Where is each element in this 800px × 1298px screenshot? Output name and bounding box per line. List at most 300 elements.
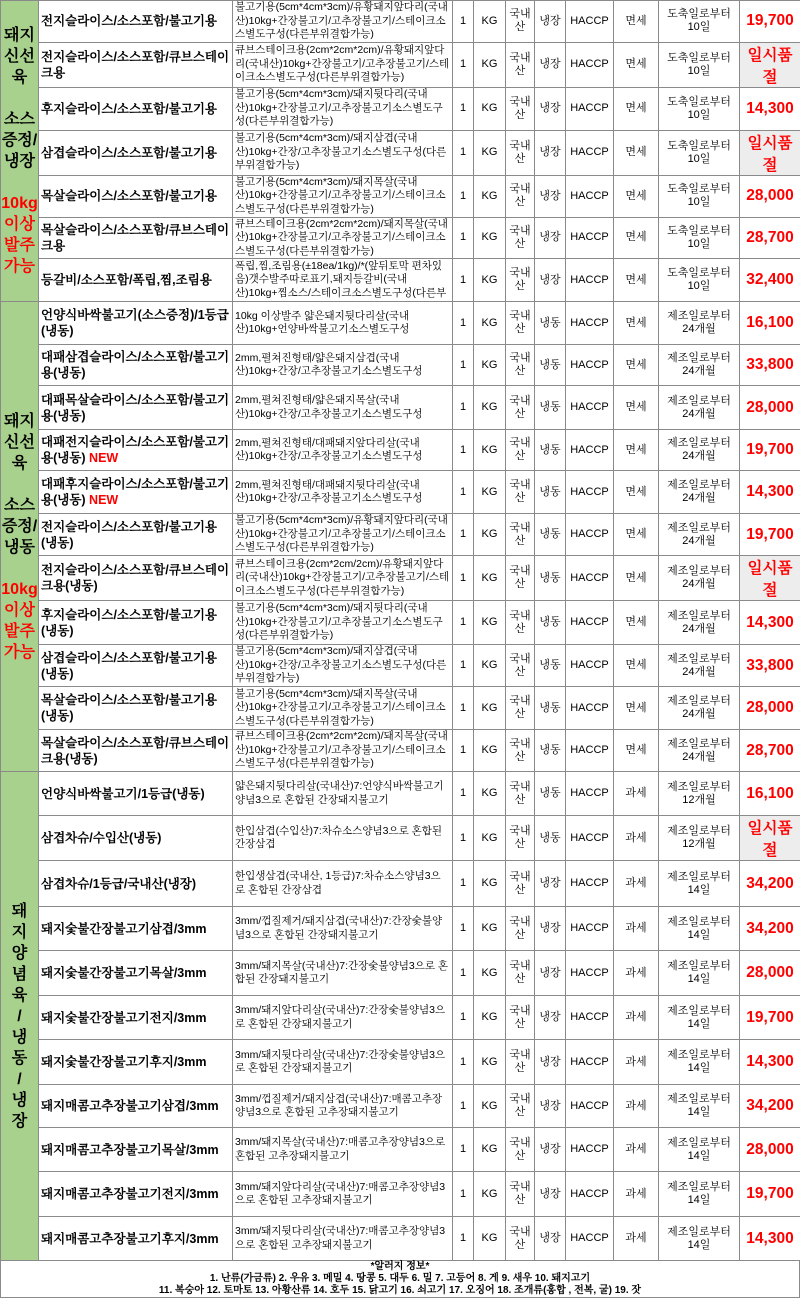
certification: HACCP <box>566 430 614 471</box>
product-description: 2mm,펼쳐진형태/대패돼지앞다리살(국내산)10kg+간장/고추장불고기소스별도구성 <box>233 430 453 471</box>
certification: HACCP <box>566 772 614 816</box>
product-name-cell <box>39 1040 233 1085</box>
unit: KG <box>474 1040 506 1085</box>
unit: KG <box>474 861 506 907</box>
expiry: 제조일로부터 24개월 <box>659 730 740 772</box>
table-row <box>1 87 800 130</box>
product-name-cell <box>39 996 233 1040</box>
storage: 냉동 <box>535 645 566 687</box>
expiry: 도축일로부터 10일 <box>659 175 740 217</box>
storage: 냉동 <box>535 730 566 772</box>
certification: HACCP <box>566 861 614 907</box>
table-row <box>1 1085 800 1128</box>
certification: HACCP <box>566 514 614 556</box>
quantity: 1 <box>453 556 474 601</box>
quantity: 1 <box>453 1217 474 1261</box>
price: 33,800 <box>740 345 800 386</box>
expiry: 도축일로부터 10일 <box>659 259 740 302</box>
tax-status: 과세 <box>614 1128 659 1172</box>
quantity: 1 <box>453 687 474 730</box>
section-label <box>1 302 39 772</box>
quantity: 1 <box>453 302 474 345</box>
storage: 냉동 <box>535 556 566 601</box>
section-label-line: 동 <box>1 1048 38 1069</box>
expiry: 제조일로부터 24개월 <box>659 601 740 645</box>
table-row <box>1 1172 800 1217</box>
storage: 냉장 <box>535 42 566 87</box>
table-row <box>1 645 800 687</box>
price: 28,000 <box>740 386 800 430</box>
price: 19,700 <box>740 514 800 556</box>
table-row <box>1 130 800 175</box>
product-description: 불고기용(5cm*4cm*3cm)/유황돼지앞다리(국내산)10kg+간장불고기/고추장불고기/스테이크소스별도구성(다른부위결합가능) <box>233 514 453 556</box>
quantity: 1 <box>453 1128 474 1172</box>
section-label-line: / <box>1 1006 38 1027</box>
certification: HACCP <box>566 259 614 302</box>
origin: 국내산 <box>506 217 535 259</box>
product-name: 대패후지슬라이스/소스포함/불고기용(냉동) <box>41 477 229 507</box>
product-description: 3mm/돼지목살(국내산)7:간장숯불양념3으로 혼합된 간장돼지불고기 <box>233 951 453 996</box>
table-row <box>1 730 800 772</box>
product-description: 불고기용(5cm*4cm*3cm)/돼지뒷다리(국내산)10kg+간장불고기/고추장불고기소스별도구성(다른부위결합가능) <box>233 601 453 645</box>
tax-status: 면세 <box>614 730 659 772</box>
unit: KG <box>474 42 506 87</box>
product-name-cell <box>39 907 233 951</box>
table-row <box>1 386 800 430</box>
origin: 국내산 <box>506 601 535 645</box>
unit: KG <box>474 386 506 430</box>
section-label-line: 신선 <box>1 432 38 453</box>
unit: KG <box>474 730 506 772</box>
storage: 냉장 <box>535 861 566 907</box>
section-label-line: 장 <box>1 1111 38 1132</box>
new-badge: NEW <box>89 451 118 465</box>
quantity: 1 <box>453 1172 474 1217</box>
expiry: 제조일로부터 24개월 <box>659 345 740 386</box>
quantity: 1 <box>453 1085 474 1128</box>
quantity: 1 <box>453 645 474 687</box>
tax-status: 면세 <box>614 687 659 730</box>
product-name: 대패삼겹슬라이스/소스포함/불고기용(냉동) <box>41 350 229 380</box>
tax-status: 면세 <box>614 601 659 645</box>
expiry: 제조일로부터 14일 <box>659 1172 740 1217</box>
origin: 국내산 <box>506 471 535 514</box>
quantity: 1 <box>453 259 474 302</box>
tax-status: 면세 <box>614 1 659 43</box>
price: 19,700 <box>740 996 800 1040</box>
soldout-badge: 일시품절 <box>740 556 800 601</box>
quantity: 1 <box>453 730 474 772</box>
price: 16,100 <box>740 302 800 345</box>
section-label-line: 이상 <box>1 214 38 235</box>
tax-status: 면세 <box>614 217 659 259</box>
product-name-cell <box>39 514 233 556</box>
product-description: 얇은돼지뒷다리살(국내산)7:언양식바싹불고기양념3으로 혼합된 간장돼지불고기 <box>233 772 453 816</box>
soldout-badge: 일시품절 <box>740 816 800 861</box>
section-label-line: 가능 <box>1 256 38 277</box>
certification: HACCP <box>566 645 614 687</box>
price: 28,000 <box>740 951 800 996</box>
table-row <box>1 816 800 861</box>
product-name: 돼지숯불간장불고기삼겹/3mm <box>41 922 206 936</box>
certification: HACCP <box>566 130 614 175</box>
storage: 냉장 <box>535 87 566 130</box>
table-row <box>1 772 800 816</box>
section-label-line: 가능 <box>1 642 38 663</box>
storage: 냉동 <box>535 345 566 386</box>
section-label-line: 육 <box>1 985 38 1006</box>
tax-status: 면세 <box>614 645 659 687</box>
quantity: 1 <box>453 816 474 861</box>
storage: 냉동 <box>535 302 566 345</box>
product-name: 전지슬라이스/소스포함/불고기용(냉동) <box>41 520 217 550</box>
table-row <box>1 861 800 907</box>
tax-status: 면세 <box>614 42 659 87</box>
product-name: 후지슬라이스/소스포함/불고기용(냉동) <box>41 608 217 638</box>
product-name-cell <box>39 951 233 996</box>
price: 19,700 <box>740 1 800 43</box>
tax-status: 면세 <box>614 130 659 175</box>
section-label-line: / <box>1 1069 38 1090</box>
product-name-cell <box>39 772 233 816</box>
product-description: 3mm/돼지앞다리살(국내산)7:매콤고추장양념3으로 혼합된 고추장돼지불고기 <box>233 1172 453 1217</box>
certification: HACCP <box>566 87 614 130</box>
section-label-line: 육 <box>1 67 38 88</box>
product-description: 폭립,찜,조림용(±18ea/1kg)/*(앞뒤토막 편차있음)갯수발주따로표기,돼지등갈비(국내산)10kg+찜소스/스테이크소스별도구성(다른부 <box>233 259 453 302</box>
storage: 냉동 <box>535 772 566 816</box>
tax-status: 면세 <box>614 514 659 556</box>
unit: KG <box>474 1217 506 1261</box>
section-label-line: 양 <box>1 943 38 964</box>
tax-status: 과세 <box>614 1172 659 1217</box>
product-description: 큐브스테이크용(2cm*2cm*2cm)/유황돼지앞다리(국내산)10kg+간장불고기/고추장불고기/스테이크소스별도구성(다른부위결합가능) <box>233 42 453 87</box>
section-label-line <box>1 172 38 193</box>
tax-status: 면세 <box>614 430 659 471</box>
certification: HACCP <box>566 1217 614 1261</box>
product-name-cell <box>39 1128 233 1172</box>
product-description: 2mm,펼쳐진형태/얇은돼지목살(국내산)10kg+간장/고추장불고기소스별도구성 <box>233 386 453 430</box>
expiry: 도축일로부터 10일 <box>659 1 740 43</box>
section-label-line: 증정/ <box>1 516 38 537</box>
soldout-badge: 일시품절 <box>740 130 800 175</box>
product-description: 불고기용(5cm*4cm*3cm)/유황돼지앞다리(국내산)10kg+간장불고기/고추장불고기/스테이크소스별도구성(다른부위결합가능) <box>233 1 453 43</box>
certification: HACCP <box>566 1128 614 1172</box>
certification: HACCP <box>566 601 614 645</box>
product-description: 불고기용(5cm*4cm*3cm)/돼지목살(국내산)10kg+간장불고기/고추장불고기/스테이크소스별도구성(다른부위결합가능) <box>233 687 453 730</box>
table-row <box>1 951 800 996</box>
expiry: 제조일로부터 14일 <box>659 951 740 996</box>
product-name-cell <box>39 386 233 430</box>
table-row <box>1 996 800 1040</box>
product-description: 3mm/돼지목살(국내산)7:매콤고추장양념3으로 혼합된 고추장돼지불고기 <box>233 1128 453 1172</box>
product-name: 돼지숯불간장불고기목살/3mm <box>41 966 206 980</box>
section-label-line <box>1 88 38 109</box>
storage: 냉장 <box>535 217 566 259</box>
storage: 냉장 <box>535 259 566 302</box>
product-name: 전지슬라이스/소스포함/큐브스테이크용 <box>41 50 229 80</box>
unit: KG <box>474 1085 506 1128</box>
origin: 국내산 <box>506 1217 535 1261</box>
product-name: 삼겹차슈/1등급/국내산(냉장) <box>41 877 196 891</box>
unit: KG <box>474 816 506 861</box>
price: 28,700 <box>740 730 800 772</box>
expiry: 제조일로부터 24개월 <box>659 645 740 687</box>
product-name: 전지슬라이스/소스포함/큐브스테이크용(냉동) <box>41 563 229 593</box>
table-row <box>1 1 800 43</box>
section-label-line: 발주 <box>1 235 38 256</box>
product-description: 2mm,펼쳐진형태/얇은돼지삼겹(국내산)10kg+간장/고추장불고기소스별도구성 <box>233 345 453 386</box>
quantity: 1 <box>453 951 474 996</box>
tax-status: 과세 <box>614 1085 659 1128</box>
section-label-line: 발주 <box>1 621 38 642</box>
quantity: 1 <box>453 130 474 175</box>
unit: KG <box>474 259 506 302</box>
product-description: 3mm/돼지뒷다리살(국내산)7:간장숯불양념3으로 혼합된 간장돼지불고기 <box>233 1040 453 1085</box>
product-name-cell <box>39 430 233 471</box>
section-label-line: 지 <box>1 922 38 943</box>
product-description: 3mm/돼지앞다리살(국내산)7:간장숯불양념3으로 혼합된 간장돼지불고기 <box>233 996 453 1040</box>
origin: 국내산 <box>506 861 535 907</box>
tax-status: 과세 <box>614 861 659 907</box>
certification: HACCP <box>566 345 614 386</box>
price: 14,300 <box>740 471 800 514</box>
expiry: 제조일로부터 14일 <box>659 1085 740 1128</box>
expiry: 제조일로부터 14일 <box>659 1040 740 1085</box>
tax-status: 면세 <box>614 302 659 345</box>
product-name: 돼지매콤고추장불고기전지/3mm <box>41 1187 219 1201</box>
table-row <box>1 1217 800 1261</box>
quantity: 1 <box>453 87 474 130</box>
tax-status: 면세 <box>614 386 659 430</box>
storage: 냉장 <box>535 1128 566 1172</box>
expiry: 제조일로부터 14일 <box>659 1217 740 1261</box>
quantity: 1 <box>453 471 474 514</box>
quantity: 1 <box>453 601 474 645</box>
unit: KG <box>474 302 506 345</box>
storage: 냉동 <box>535 816 566 861</box>
product-name-cell <box>39 1217 233 1261</box>
price: 34,200 <box>740 1085 800 1128</box>
table-row <box>1 556 800 601</box>
price: 34,200 <box>740 861 800 907</box>
product-name-cell <box>39 175 233 217</box>
section-label-line: 냉장 <box>1 151 38 172</box>
unit: KG <box>474 772 506 816</box>
product-name: 삼겹슬라이스/소스포함/불고기용(냉동) <box>41 651 217 681</box>
storage: 냉장 <box>535 1217 566 1261</box>
product-name: 등갈비/소스포함/폭립,찜,조림용 <box>41 273 212 287</box>
section-label <box>1 772 39 1261</box>
storage: 냉장 <box>535 1040 566 1085</box>
unit: KG <box>474 130 506 175</box>
unit: KG <box>474 687 506 730</box>
storage: 냉장 <box>535 996 566 1040</box>
unit: KG <box>474 471 506 514</box>
unit: KG <box>474 87 506 130</box>
origin: 국내산 <box>506 951 535 996</box>
quantity: 1 <box>453 514 474 556</box>
expiry: 제조일로부터 24개월 <box>659 687 740 730</box>
section-label-line: 돼지 <box>1 25 38 46</box>
section-label <box>1 1 39 302</box>
table-row <box>1 345 800 386</box>
product-description: 10kg 이상발주 얇은돼지뒷다리살(국내산)10kg+언양바싹불고기소스별도구성 <box>233 302 453 345</box>
expiry: 제조일로부터 12개월 <box>659 772 740 816</box>
certification: HACCP <box>566 951 614 996</box>
price: 19,700 <box>740 1172 800 1217</box>
tax-status: 면세 <box>614 259 659 302</box>
product-name: 전지슬라이스/소스포함/불고기용 <box>41 14 217 28</box>
table-row <box>1 42 800 87</box>
price: 19,700 <box>740 430 800 471</box>
product-name-cell <box>39 42 233 87</box>
product-description: 3mm/돼지뒷다리살(국내산)7:매콤고추장양념3으로 혼합된 고추장돼지불고기 <box>233 1217 453 1261</box>
price: 28,000 <box>740 175 800 217</box>
product-description: 3mm/껍질제거/돼지삼겹(국내산)7:매콤고추장양념3으로 혼합된 고추장돼지불고기 <box>233 1085 453 1128</box>
product-name: 삼겹차슈/수입산(냉동) <box>41 831 161 845</box>
section-label-line: 냉 <box>1 1027 38 1048</box>
origin: 국내산 <box>506 1 535 43</box>
origin: 국내산 <box>506 907 535 951</box>
unit: KG <box>474 996 506 1040</box>
storage: 냉장 <box>535 175 566 217</box>
quantity: 1 <box>453 430 474 471</box>
price: 14,300 <box>740 601 800 645</box>
section-label-line: 념 <box>1 964 38 985</box>
origin: 국내산 <box>506 772 535 816</box>
product-name: 돼지매콤고추장불고기목살/3mm <box>41 1143 219 1157</box>
product-name-cell <box>39 730 233 772</box>
product-name-cell <box>39 861 233 907</box>
price: 34,200 <box>740 907 800 951</box>
table-row <box>1 302 800 345</box>
expiry: 도축일로부터 10일 <box>659 87 740 130</box>
tax-status: 과세 <box>614 1040 659 1085</box>
unit: KG <box>474 601 506 645</box>
origin: 국내산 <box>506 302 535 345</box>
quantity: 1 <box>453 907 474 951</box>
origin: 국내산 <box>506 1040 535 1085</box>
product-name: 돼지숯불간장불고기전지/3mm <box>41 1011 206 1025</box>
storage: 냉장 <box>535 951 566 996</box>
unit: KG <box>474 175 506 217</box>
allergy-title: *알러지 정보* <box>1 1261 799 1273</box>
quantity: 1 <box>453 217 474 259</box>
certification: HACCP <box>566 42 614 87</box>
price: 28,000 <box>740 1128 800 1172</box>
expiry: 도축일로부터 10일 <box>659 217 740 259</box>
tax-status: 면세 <box>614 556 659 601</box>
unit: KG <box>474 1172 506 1217</box>
origin: 국내산 <box>506 556 535 601</box>
certification: HACCP <box>566 1172 614 1217</box>
tax-status: 과세 <box>614 1217 659 1261</box>
expiry: 제조일로부터 24개월 <box>659 471 740 514</box>
section-label-line: 신선 <box>1 46 38 67</box>
storage: 냉장 <box>535 130 566 175</box>
quantity: 1 <box>453 42 474 87</box>
expiry: 제조일로부터 12개월 <box>659 816 740 861</box>
product-name: 언양식바싹불고기/1등급(냉동) <box>41 787 205 801</box>
tax-status: 과세 <box>614 951 659 996</box>
product-description: 불고기용(5cm*4cm*3cm)/돼지목살(국내산)10kg+간장불고기/고추장불고기/스테이크소스별도구성(다른부위결합가능) <box>233 175 453 217</box>
product-name-cell <box>39 130 233 175</box>
quantity: 1 <box>453 1040 474 1085</box>
certification: HACCP <box>566 687 614 730</box>
table-row <box>1 687 800 730</box>
table-row <box>1 907 800 951</box>
quantity: 1 <box>453 1 474 43</box>
price: 28,700 <box>740 217 800 259</box>
origin: 국내산 <box>506 175 535 217</box>
tax-status: 면세 <box>614 471 659 514</box>
product-description: 2mm,펼쳐진형태/대패돼지뒷다리살(국내산)10kg+간장/고추장불고기소스별도구성 <box>233 471 453 514</box>
origin: 국내산 <box>506 1128 535 1172</box>
tax-status: 과세 <box>614 996 659 1040</box>
expiry: 제조일로부터 14일 <box>659 907 740 951</box>
product-name: 돼지매콤고추장불고기삼겹/3mm <box>41 1099 219 1113</box>
storage: 냉장 <box>535 1 566 43</box>
product-name-cell <box>39 217 233 259</box>
tax-status: 면세 <box>614 175 659 217</box>
section-label-line <box>1 558 38 579</box>
tax-status: 면세 <box>614 87 659 130</box>
certification: HACCP <box>566 217 614 259</box>
expiry: 제조일로부터 14일 <box>659 861 740 907</box>
product-name-cell <box>39 259 233 302</box>
allergy-footer <box>0 1261 800 1298</box>
tax-status: 과세 <box>614 907 659 951</box>
unit: KG <box>474 907 506 951</box>
origin: 국내산 <box>506 87 535 130</box>
table-row <box>1 430 800 471</box>
product-name: 대패전지슬라이스/소스포함/불고기용(냉동) <box>41 435 229 465</box>
origin: 국내산 <box>506 645 535 687</box>
expiry: 제조일로부터 14일 <box>659 996 740 1040</box>
table-row <box>1 601 800 645</box>
certification: HACCP <box>566 471 614 514</box>
product-name-cell <box>39 1172 233 1217</box>
product-name-cell <box>39 471 233 514</box>
origin: 국내산 <box>506 42 535 87</box>
certification: HACCP <box>566 907 614 951</box>
price: 28,000 <box>740 687 800 730</box>
section-label-line: 증정/ <box>1 130 38 151</box>
soldout-badge: 일시품절 <box>740 42 800 87</box>
product-name-cell <box>39 1 233 43</box>
product-name-cell <box>39 1085 233 1128</box>
origin: 국내산 <box>506 1085 535 1128</box>
storage: 냉동 <box>535 687 566 730</box>
expiry: 도축일로부터 10일 <box>659 42 740 87</box>
unit: KG <box>474 430 506 471</box>
product-name-cell <box>39 302 233 345</box>
storage: 냉동 <box>535 430 566 471</box>
product-name: 목살슬라이스/소스포함/불고기용(냉동) <box>41 693 217 723</box>
expiry: 제조일로부터 24개월 <box>659 514 740 556</box>
product-name-cell <box>39 556 233 601</box>
product-name-cell <box>39 87 233 130</box>
section-label-line: 소스 <box>1 109 38 130</box>
origin: 국내산 <box>506 259 535 302</box>
section-label-line: 냉 <box>1 1090 38 1111</box>
product-name: 후지슬라이스/소스포함/불고기용 <box>41 102 217 116</box>
product-description: 큐브스테이크용(2cm*2cm/2cm)/유황돼지앞다리(국내산)10kg+간장불고기/고추장불고기/스테이크소스별도구성(다른부위결합가능) <box>233 556 453 601</box>
allergy-line-1: 1. 난류(가금류) 2. 우유 3. 메밀 4. 땅콩 5. 대두 6. 밀 7. 고등어 8. 게 9. 새우 10. 돼지고기 <box>1 1273 799 1285</box>
product-name: 목살슬라이스/소스포함/큐브스테이크용(냉동) <box>41 736 229 766</box>
product-description: 불고기용(5cm*4cm*3cm)/돼지삼겹(국내산)10kg+간장/고추장불고기소스별도구성(다른부위결합가능) <box>233 645 453 687</box>
section-label-line <box>1 474 38 495</box>
